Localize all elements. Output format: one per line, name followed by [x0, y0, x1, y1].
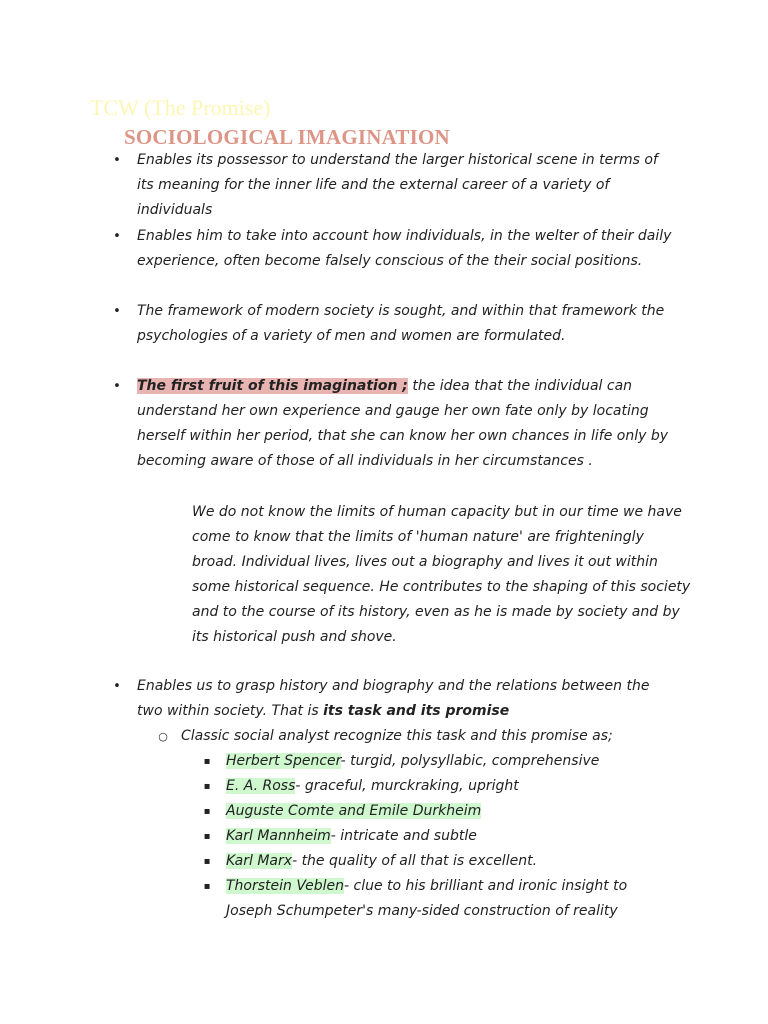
analyst-item [226, 874, 726, 899]
analyst-desc: - the quality of all that is excellent. [292, 853, 538, 869]
document-title: TCW (The Promise) [90, 95, 271, 120]
promise-text: Enables us to grasp history and biography and the relations between the two within society. That is [137, 678, 650, 719]
analyst-desc: - turgid, polysyllabic, comprehensive [340, 753, 600, 769]
analyst-desc: - intricate and subtle [330, 828, 477, 844]
analyst-desc: - graceful, murckraking, upright [295, 778, 519, 794]
analyst-name: Karl Mannheim [226, 828, 331, 844]
square-bullet-icon: ▪ [203, 856, 211, 867]
analyst-name: Thorstein Veblen [226, 878, 344, 894]
bullet-icon: • [113, 153, 121, 168]
highlighted-phrase: The first fruit of this imagination ; [137, 378, 408, 394]
circle-bullet-icon: ○ [158, 730, 168, 743]
bullet-icon: • [113, 379, 121, 394]
promise-bold: its task and its promise [323, 703, 510, 719]
analyst-item [226, 799, 726, 824]
list-item: Enables its possessor to understand the larger historical scene in terms of its meaning for the inner life and the external career of a variety of individuals [137, 152, 658, 218]
analyst-name: E. A. Ross [226, 778, 296, 794]
document-subtitle: SOCIOLOGICAL IMAGINATION [124, 125, 450, 149]
square-bullet-icon: ▪ [203, 881, 211, 892]
list-item: Enables him to take into account how individuals, in the welter of their daily experience, often become falsely conscious of the their social positions. [137, 228, 672, 269]
block-quote: We do not know the limits of human capacity but in our time we have come to know that the limits of 'human nature' are frighteningly broad. Individual lives, lives out a biography and lives it out within some historical sequence. He contributes to the shaping of this society and to the course of its history, even as he is made by society and by its historical push and shove. [192, 504, 691, 645]
square-bullet-icon: ▪ [203, 806, 211, 817]
analyst-item [226, 774, 726, 799]
list-item-promise [137, 674, 677, 724]
analyst-item [226, 824, 726, 849]
bullet-icon: • [113, 304, 121, 319]
analyst-name: Herbert Spencer [226, 753, 341, 769]
analyst-continuation: Joseph Schumpeter's many-sided construction of reality [226, 903, 618, 919]
analyst-item [226, 849, 726, 874]
analyst-name: Auguste Comte and Emile Durkheim [226, 803, 482, 819]
bullet-icon: • [113, 229, 121, 244]
analyst-item [226, 749, 726, 774]
bullet-icon: • [113, 679, 121, 694]
first-fruit-text: the idea that the individual can understand her own experience and gauge her own fate only by locating herself within her period, that she can know her own chances in life only by becoming aware of those of all individuals in her circumstances . [137, 378, 669, 469]
analyst-name: Karl Marx [226, 853, 293, 869]
square-bullet-icon: ▪ [203, 781, 211, 792]
list-item: The framework of modern society is sought, and within that framework the psychologies of a variety of men and women are formulated. [137, 303, 665, 344]
square-bullet-icon: ▪ [203, 831, 211, 842]
list-item-first-fruit [137, 374, 677, 474]
square-bullet-icon: ▪ [203, 756, 211, 767]
sub-list-item: Classic social analyst recognize this task and this promise as; [181, 728, 613, 744]
analyst-desc: - clue to his brilliant and ironic insight to [344, 878, 628, 894]
